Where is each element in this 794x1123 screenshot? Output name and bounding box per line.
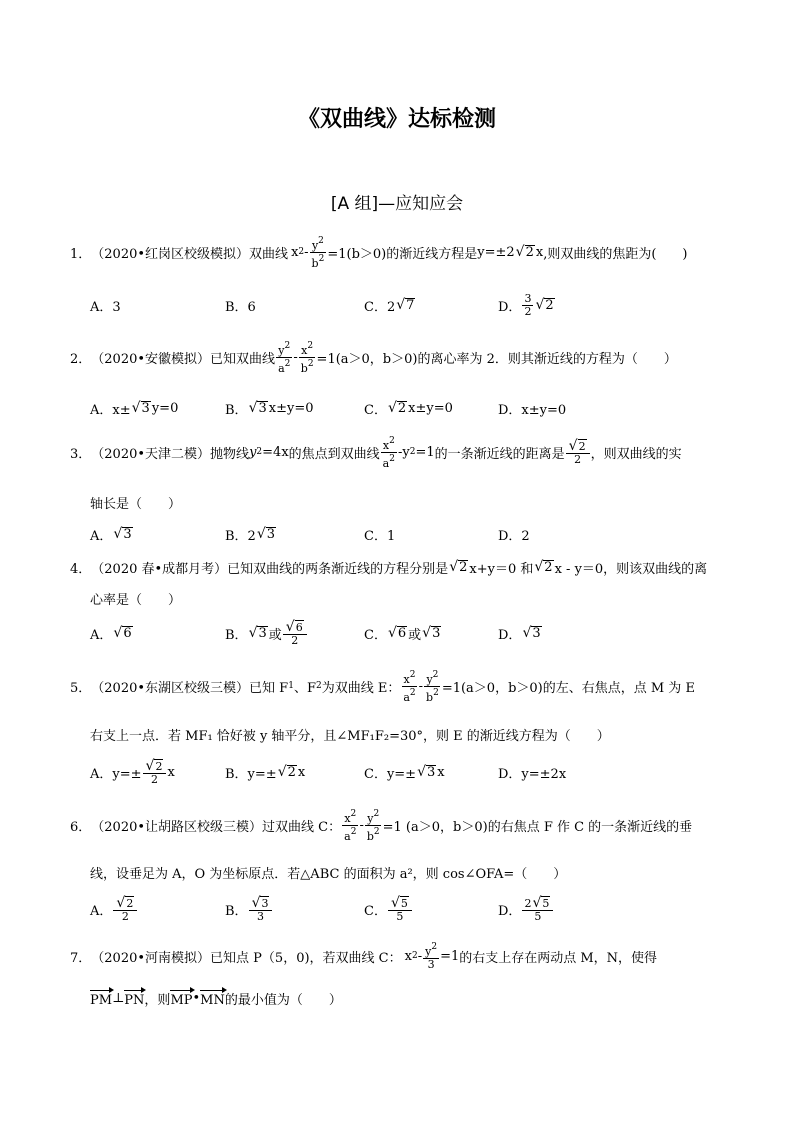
question-3-stem: 3． （2020•天津二模） 抛物线 y 2 =4x 的焦点到双曲线 $\frac{x^2}{a^2}$ -y 2 =1 的一条渐近线的距离是 √ 2 2 ，则双曲线的实 <box>70 435 682 470</box>
option-b: B．2 √ 3 <box>225 526 276 544</box>
option-b: B．y=± √ 2 x <box>225 764 306 782</box>
option-c: C．1 <box>364 528 396 544</box>
option-d: D． √ 3 <box>498 625 541 643</box>
option-d: D． 2 √ 5 5 <box>498 896 554 922</box>
section-subtitle: [A 组]—应知应会 <box>330 194 464 214</box>
option-b: B． √ 3 x±y=0 <box>225 400 314 418</box>
question-7-stem-line2: PM ⊥ PN ，则 MP • MN 的最小值为（ ） <box>90 990 342 1008</box>
vector-pn: PN <box>124 989 144 1008</box>
page-title: 《双曲线》达标检测 <box>297 107 496 132</box>
vector-pm: PM <box>90 989 112 1008</box>
vector-mp: MP <box>170 989 192 1008</box>
question-7-stem: 7． （2020•河南模拟） 已知点 P（5，0)，若双曲线 C： x 2 - $\frac{y^2}{3}$ =1 的右支上存在两动点 M，N，使得 <box>70 942 658 971</box>
question-1-stem: 1． （2020•红岗区校级模拟） 双曲线 x 2 - $\frac{y^2}{b^2}$ =1(b＞0) 的渐近线方程是 y=±2 √ 2 x ,则双曲线的焦距为( ) <box>70 235 688 270</box>
option-b: B．6 <box>225 299 256 315</box>
question-6-options <box>90 896 730 922</box>
question-4-options <box>90 620 730 646</box>
option-c: C． √ 6 或 √ 3 <box>364 625 441 643</box>
option-a: A．3 <box>90 299 121 315</box>
option-d: D． $\frac{3}{2}$ √ 2 <box>498 291 554 318</box>
question-2-options <box>90 395 730 421</box>
option-c: C．2 √ 7 <box>364 297 415 315</box>
question-3-stem-line2: 轴长是（ ） <box>90 496 182 512</box>
option-a: A．y=± √ 2 2 x <box>90 757 175 786</box>
option-a: A． √ 6 <box>90 625 132 643</box>
option-a: A． √ 3 <box>90 526 132 544</box>
question-6-stem-line2: 线，设垂足为 A，O 为坐标原点．若△ABC 的面积为 a²，则 cos∠OFA=（ ） <box>90 866 567 882</box>
option-c: C． √ 5 5 <box>364 896 413 922</box>
question-5-stem-line2: 右支上一点．若 MF₁ 恰好被 y 轴平分，且∠MF₁F₂=30°，则 E 的渐近线方程为（ ） <box>90 728 610 744</box>
question-5-options <box>90 759 730 785</box>
option-b: B． √ 3 3 <box>225 896 273 922</box>
option-a: A． √ 2 2 <box>90 896 138 922</box>
fraction: $\frac{y^2}{b^2}$ <box>311 235 325 270</box>
question-3-options <box>90 521 730 547</box>
option-a: A．x± √ 3 y=0 <box>90 400 179 418</box>
question-5-stem: 5． （2020•东湖区校级三模） 已知 F 1 、F 2 为双曲线 E： $\frac{x^2}{a^2}$ - $\frac{y^2}{b^2}$ =1(a＞0，b＞0) 的左、右焦点，点 M 为 E <box>70 669 695 704</box>
option-c: C． √ 2 x±y=0 <box>364 400 453 418</box>
question-2-stem: 2． （2020•安徽模拟） 已知双曲线 $\frac{y^2}{a^2}$ - $\frac{x^2}{b^2}$ =1(a＞0，b＞0) 的离心率为 2．则其渐近线的方程为（ ） <box>70 340 677 375</box>
question-4-stem: 4． （2020 春•成都月考） 已知双曲线的两条渐近线的方程分别是 √ 2 x+y＝0 和 √ 2 x - y＝0，则该双曲线的离 <box>70 559 708 577</box>
question-1-options <box>90 292 730 318</box>
sqrt: √ 2 <box>515 244 534 260</box>
vector-mn: MN <box>200 989 225 1008</box>
option-b: B． √ 3 或 √ 6 2 <box>225 620 308 646</box>
option-d: D．2 <box>498 528 530 544</box>
question-4-stem-line2: 心率是（ ） <box>90 592 182 608</box>
option-d: D．x±y=0 <box>498 402 567 418</box>
option-d: D．y=±2x <box>498 766 567 782</box>
option-c: C．y=± √ 3 x <box>364 764 445 782</box>
question-6-stem: 6． （2020•让胡路区校级三模） 过双曲线 C： $\frac{x^2}{a^2}$ - $\frac{y^2}{b^2}$ =1 (a＞0，b＞0) 的右焦点 F 作 C 的一条渐近线的垂 <box>70 808 693 843</box>
